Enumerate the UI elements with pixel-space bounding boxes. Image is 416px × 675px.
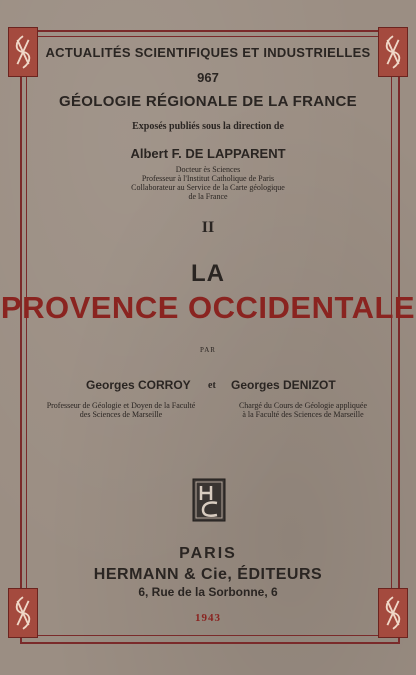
book-title-line1: LA bbox=[191, 260, 225, 287]
director-credit: Collaborateur au Service de la Carte géologique bbox=[131, 183, 285, 192]
publisher-address: 6, Rue de la Sorbonne, 6 bbox=[138, 585, 278, 599]
series-number: 967 bbox=[197, 70, 219, 85]
hermann-logo-icon bbox=[192, 478, 226, 522]
publisher-name: HERMANN & Cie, ÉDITEURS bbox=[93, 566, 323, 583]
collection-title: GÉOLOGIE RÉGIONALE DE LA FRANCE bbox=[59, 93, 357, 110]
director-credit: Professeur à l'Institut Catholique de Paris bbox=[141, 174, 275, 183]
director-credit: de la France bbox=[188, 192, 228, 201]
affiliation-line: Professeur de Géologie et Doyen de la Faculté bbox=[46, 401, 196, 410]
director-name: Albert F. DE LAPPARENT bbox=[130, 146, 286, 161]
author-name: Georges CORROY bbox=[86, 378, 191, 392]
direction-note: Exposés publiés sous la direction de bbox=[132, 121, 284, 132]
affiliation-line: Chargé du Cours de Géologie appliquée bbox=[238, 401, 368, 410]
author-affiliation bbox=[36, 401, 206, 419]
book-title-line2: PROVENCE OCCIDENTALE bbox=[0, 290, 416, 325]
author-name: Georges DENIZOT bbox=[231, 378, 336, 392]
publication-year: 1943 bbox=[195, 612, 221, 624]
affiliation-line: des Sciences de Marseille bbox=[79, 410, 163, 419]
by-label: PAR bbox=[200, 346, 216, 354]
affiliation-line: à la Faculté des Sciences de Marseille bbox=[242, 410, 364, 419]
volume-number: II bbox=[201, 219, 215, 236]
author-affiliation bbox=[218, 401, 388, 419]
director-credit: Docteur ès Sciences bbox=[175, 165, 241, 174]
series-title: ACTUALITÉS SCIENTIFIQUES ET INDUSTRIELLES bbox=[45, 45, 371, 60]
author-conjunction: et bbox=[208, 380, 216, 391]
publisher-city: PARIS bbox=[179, 545, 237, 562]
